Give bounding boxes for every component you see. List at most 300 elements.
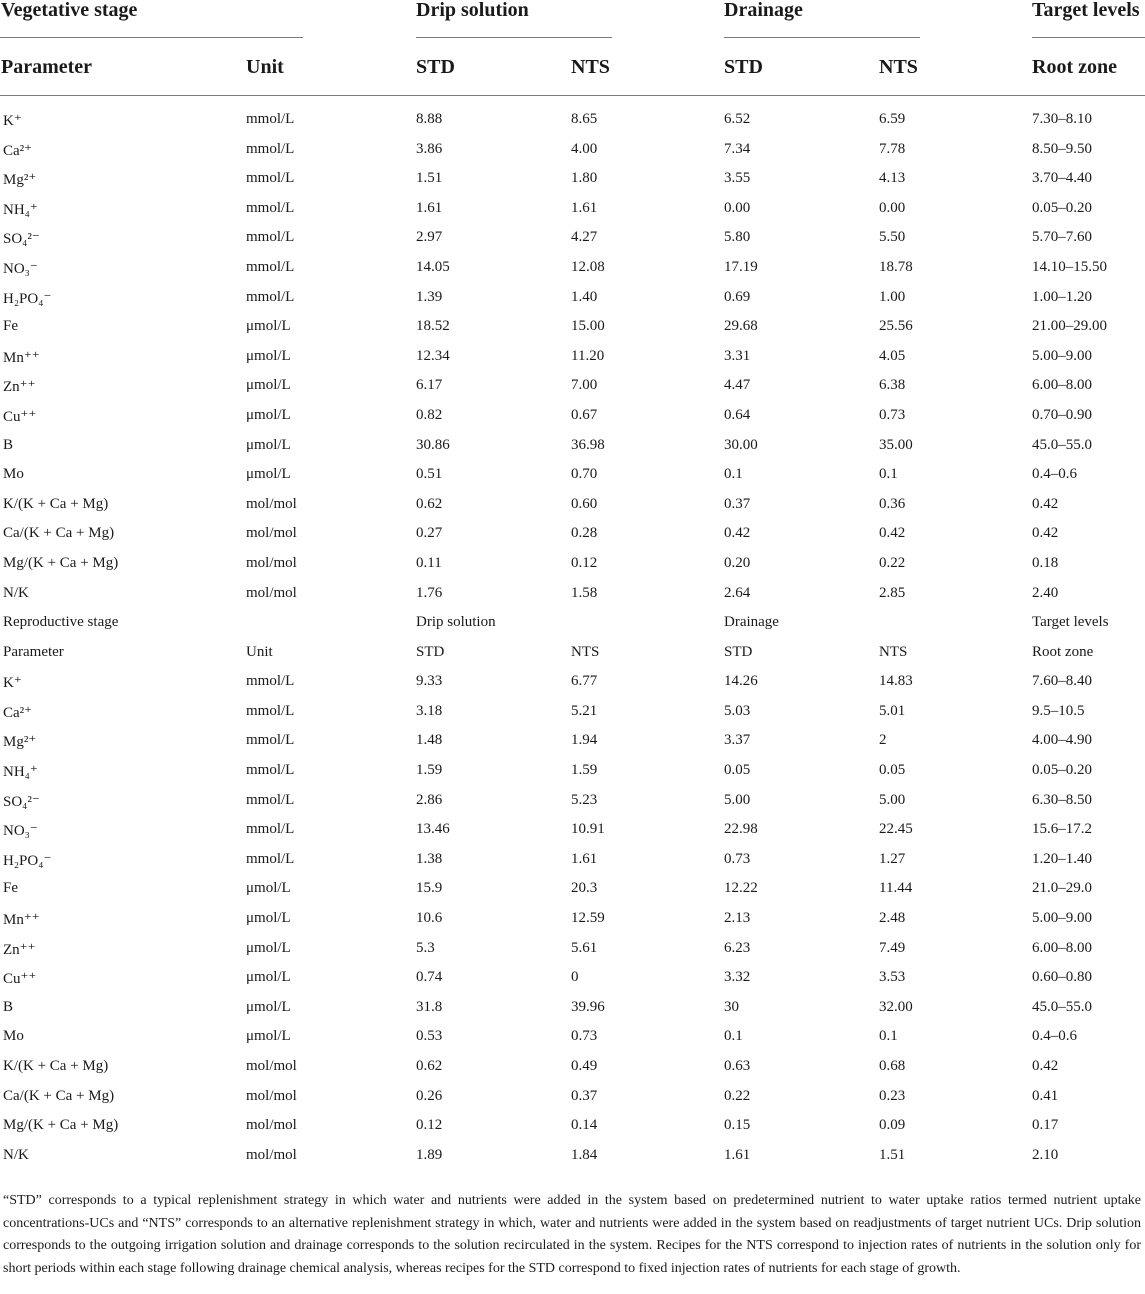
cell-drip-nts: 4.27 [571, 229, 598, 246]
cell-drainage-std: 12.22 [724, 880, 758, 897]
cell-drainage-std: 3.37 [724, 732, 751, 749]
cell-parameter: NH₄⁺ [3, 201, 38, 218]
cell-drip-std: 30.86 [416, 436, 450, 453]
cell-root-zone: 0.17 [1032, 1117, 1059, 1134]
cell-unit: μmol/L [246, 406, 291, 423]
cell-drainage-std: 6.52 [724, 111, 751, 127]
cell-drip-std: 0.12 [416, 1117, 443, 1134]
header-drip-std: STD [416, 56, 455, 78]
cell-parameter: NO₃⁻ [3, 823, 38, 840]
cell-unit: mmol/L [246, 170, 295, 187]
cell-drainage-std: 3.32 [724, 969, 751, 986]
cell-drainage-nts: 0.05 [879, 762, 906, 779]
cell-root-zone: 6.30–8.50 [1032, 791, 1092, 808]
cell-drip-std: 12.34 [416, 347, 450, 364]
cell-root-zone: 0.70–0.90 [1032, 406, 1092, 423]
cell-root-zone: 6.00–8.00 [1032, 377, 1092, 394]
cell-drip-std: Drip solution [416, 614, 496, 631]
cell-drip-std: 1.59 [416, 762, 443, 779]
cell-drip-nts: 12.08 [571, 258, 605, 275]
cell-root-zone: 45.0–55.0 [1032, 998, 1092, 1015]
table-row [0, 1022, 1145, 1052]
cell-drainage-nts: 0.1 [879, 466, 898, 483]
cell-unit: μmol/L [246, 347, 291, 364]
table-row [0, 638, 1145, 668]
header-stage: Vegetative stage [1, 0, 138, 21]
cell-parameter: NH₄⁺ [3, 764, 38, 781]
drip-underline [416, 37, 612, 38]
cell-drip-nts: 1.61 [571, 199, 598, 216]
cell-parameter: Fe [3, 880, 18, 897]
cell-unit: mmol/L [246, 791, 295, 808]
cell-drip-std: 9.33 [416, 673, 443, 690]
cell-drip-std: 1.89 [416, 1146, 443, 1163]
cell-drainage-std: 1.61 [724, 1146, 751, 1163]
cell-parameter: Ca²⁺ [3, 142, 33, 159]
table-row [0, 342, 1145, 372]
table-row [0, 283, 1145, 313]
cell-parameter: Ca/(K + Ca + Mg) [3, 1087, 115, 1104]
table-row [0, 312, 1145, 342]
cell-drainage-nts: 0.42 [879, 525, 906, 542]
cell-parameter: Mg/(K + Ca + Mg) [3, 554, 119, 571]
cell-unit: mol/mol [246, 1117, 297, 1134]
header-drip-nts: NTS [571, 56, 610, 78]
cell-drainage-nts: 5.50 [879, 229, 906, 246]
cell-drip-std: 0.27 [416, 525, 443, 542]
cell-drip-std: 14.05 [416, 258, 450, 275]
cell-root-zone: 2.10 [1032, 1146, 1059, 1163]
table-row [0, 756, 1145, 786]
cell-drip-std: 0.74 [416, 969, 443, 986]
header-target-levels: Target levels [1032, 0, 1140, 21]
table-row [0, 845, 1145, 875]
cell-drainage-nts: 22.45 [879, 821, 913, 838]
cell-unit: mmol/L [246, 821, 295, 838]
table-row [0, 579, 1145, 609]
table-row [0, 401, 1145, 431]
cell-unit: mmol/L [246, 702, 295, 719]
cell-drip-nts: 1.80 [571, 170, 598, 187]
cell-parameter: Mo [3, 1028, 24, 1045]
cell-unit: mmol/L [246, 111, 295, 127]
cell-root-zone: 0.60–0.80 [1032, 969, 1092, 986]
cell-drainage-std: 4.47 [724, 377, 751, 394]
cell-drip-std: 31.8 [416, 998, 443, 1015]
cell-parameter: NO₃⁻ [3, 260, 38, 277]
cell-drainage-std: 0.63 [724, 1058, 751, 1074]
cell-root-zone: 1.00–1.20 [1032, 288, 1092, 305]
stage-underline [0, 37, 303, 38]
cell-drainage-std: 0.69 [724, 288, 751, 305]
cell-drainage-std: 0.64 [724, 406, 751, 423]
cell-unit: μmol/L [246, 318, 291, 335]
table-row [0, 786, 1145, 816]
cell-drainage-nts: 4.13 [879, 170, 906, 187]
cell-drainage-nts: 6.38 [879, 377, 906, 394]
header-parameter: Parameter [1, 56, 93, 78]
table-row [0, 815, 1145, 845]
cell-drainage-nts: 18.78 [879, 258, 913, 275]
cell-drainage-nts: 2.85 [879, 584, 906, 601]
cell-drip-std: 2.86 [416, 791, 443, 808]
cell-parameter: Mo [3, 466, 24, 483]
cell-drainage-std: 29.68 [724, 318, 758, 335]
table-row [0, 490, 1145, 520]
cell-drainage-std: 0.73 [724, 850, 751, 867]
cell-parameter: Mn⁺⁺ [3, 912, 40, 929]
table-row [0, 1052, 1145, 1082]
cell-drainage-std: 3.55 [724, 170, 751, 187]
cell-drip-nts: 4.00 [571, 140, 598, 157]
cell-drainage-nts: 0.36 [879, 495, 906, 512]
cell-parameter: B [3, 998, 14, 1015]
cell-drip-std: 8.88 [416, 111, 443, 127]
cell-drip-std: 3.86 [416, 140, 443, 157]
table-row [0, 963, 1145, 993]
cell-parameter: SO₄²⁻ [3, 231, 40, 248]
cell-drip-nts: 5.23 [571, 791, 598, 808]
drainage-underline [724, 37, 920, 38]
cell-drainage-nts: 11.44 [879, 880, 913, 897]
cell-drainage-std: 2.13 [724, 910, 751, 927]
cell-drainage-nts: 35.00 [879, 436, 913, 453]
cell-drainage-nts: 0.23 [879, 1087, 906, 1104]
header-unit: Unit [246, 56, 284, 78]
cell-parameter: Ca/(K + Ca + Mg) [3, 525, 115, 542]
cell-unit: μmol/L [246, 377, 291, 394]
cell-root-zone: 8.50–9.50 [1032, 140, 1092, 157]
cell-parameter: Zn⁺⁺ [3, 941, 36, 958]
cell-drip-nts: 6.77 [571, 673, 598, 690]
cell-drainage-nts: 0.09 [879, 1117, 906, 1134]
cell-drip-std: 10.6 [416, 910, 443, 927]
cell-drip-nts: 39.96 [571, 998, 605, 1015]
cell-parameter: Mg²⁺ [3, 172, 37, 189]
cell-root-zone: 0.05–0.20 [1032, 762, 1092, 779]
cell-unit: μmol/L [246, 939, 291, 956]
table-row [0, 460, 1145, 490]
cell-root-zone: 45.0–55.0 [1032, 436, 1092, 453]
table-row [0, 549, 1145, 579]
cell-root-zone: 0.4–0.6 [1032, 466, 1077, 483]
cell-drainage-nts: 32.00 [879, 998, 913, 1015]
cell-drip-nts: 0.37 [571, 1087, 598, 1104]
cell-drainage-std: 22.98 [724, 821, 758, 838]
cell-drainage-nts: 0.00 [879, 199, 906, 216]
cell-drainage-std: 7.34 [724, 140, 751, 157]
cell-parameter: Ca²⁺ [3, 704, 33, 721]
cell-drainage-nts: 5.01 [879, 702, 906, 719]
header-bottom-rule [0, 95, 1145, 96]
cell-unit: Unit [246, 643, 273, 660]
cell-drip-nts: 1.61 [571, 850, 598, 867]
table-row [0, 608, 1145, 638]
cell-drainage-std: Drainage [724, 614, 779, 631]
cell-unit: mmol/L [246, 673, 295, 690]
cell-root-zone: 0.18 [1032, 554, 1059, 571]
cell-drainage-std: 0.1 [724, 466, 743, 483]
table-row [0, 194, 1145, 224]
cell-unit: μmol/L [246, 1028, 291, 1045]
cell-root-zone: 21.00–29.00 [1032, 318, 1107, 335]
cell-drip-std: 15.9 [416, 880, 443, 897]
table-row [0, 223, 1145, 253]
cell-drainage-std: 14.26 [724, 673, 758, 690]
cell-root-zone: 5.70–7.60 [1032, 229, 1092, 246]
table-row [0, 371, 1145, 401]
cell-drip-nts: 0.60 [571, 495, 598, 512]
cell-unit: μmol/L [246, 998, 291, 1015]
table-header [0, 0, 1145, 96]
table-row [0, 904, 1145, 934]
cell-root-zone: 5.00–9.00 [1032, 347, 1092, 364]
cell-unit: mmol/L [246, 288, 295, 305]
cell-drainage-nts: 0.1 [879, 1028, 898, 1045]
cell-drip-nts: 0.28 [571, 525, 598, 542]
cell-parameter: K⁺ [3, 675, 22, 692]
cell-drainage-nts: 7.49 [879, 939, 906, 956]
cell-unit: mol/mol [246, 1146, 297, 1163]
cell-drainage-nts: 6.59 [879, 111, 906, 127]
table-row [0, 1141, 1145, 1171]
cell-parameter: B [3, 436, 14, 453]
cell-unit: mol/mol [246, 1087, 297, 1104]
target-underline [1032, 37, 1145, 38]
cell-root-zone: 9.5–10.5 [1032, 702, 1085, 719]
cell-drainage-std: 3.31 [724, 347, 751, 364]
table-row [0, 135, 1145, 165]
cell-unit: mol/mol [246, 1058, 297, 1074]
cell-parameter: N/K [3, 1146, 29, 1163]
cell-parameter: H₂PO₄⁻ [3, 852, 52, 869]
cell-drainage-nts: 0.73 [879, 406, 906, 423]
table-row [0, 253, 1145, 283]
cell-parameter: SO₄²⁻ [3, 793, 40, 810]
cell-drip-nts: 5.21 [571, 702, 598, 719]
cell-unit: μmol/L [246, 436, 291, 453]
cell-parameter: Mn⁺⁺ [3, 349, 40, 366]
table-row [0, 726, 1145, 756]
cell-root-zone: 4.00–4.90 [1032, 732, 1092, 749]
cell-drip-std: 0.62 [416, 1058, 443, 1074]
table-row [0, 164, 1145, 194]
cell-parameter: H₂PO₄⁻ [3, 290, 52, 307]
cell-unit: mmol/L [246, 140, 295, 157]
cell-drip-nts: 36.98 [571, 436, 605, 453]
cell-drainage-std: 5.03 [724, 702, 751, 719]
cell-drainage-std: 0.20 [724, 554, 751, 571]
cell-unit: μmol/L [246, 880, 291, 897]
table-row [0, 874, 1145, 904]
cell-unit: mol/mol [246, 554, 297, 571]
cell-drip-nts: 1.58 [571, 584, 598, 601]
cell-parameter: K/(K + Ca + Mg) [3, 1058, 109, 1074]
cell-drainage-std: 0.05 [724, 762, 751, 779]
cell-drainage-nts: 0.22 [879, 554, 906, 571]
cell-unit: mmol/L [246, 229, 295, 246]
cell-drip-std: 5.3 [416, 939, 435, 956]
header-drainage: Drainage [724, 0, 803, 21]
cell-drip-std: 0.62 [416, 495, 443, 512]
cell-parameter: Zn⁺⁺ [3, 379, 36, 396]
cell-drip-std: 6.17 [416, 377, 443, 394]
cell-drip-std: 0.51 [416, 466, 443, 483]
table-row [0, 667, 1145, 697]
cell-root-zone: 5.00–9.00 [1032, 910, 1092, 927]
cell-drainage-nts: 14.83 [879, 673, 913, 690]
table-row [0, 934, 1145, 964]
cell-root-zone: 2.40 [1032, 584, 1059, 601]
table-row [0, 993, 1145, 1023]
cell-drip-std: STD [416, 643, 445, 660]
cell-drip-nts: 15.00 [571, 318, 605, 335]
cell-drip-std: 1.51 [416, 170, 443, 187]
cell-drip-std: 18.52 [416, 318, 450, 335]
cell-parameter: Reproductive stage [3, 614, 119, 631]
cell-drainage-nts: 0.68 [879, 1058, 906, 1074]
cell-drip-nts: 7.00 [571, 377, 598, 394]
table-body [0, 105, 1145, 1170]
cell-drainage-std: 0.22 [724, 1087, 751, 1104]
cell-drainage-std: 0.1 [724, 1028, 743, 1045]
cell-drainage-nts: 1.51 [879, 1146, 906, 1163]
cell-drip-nts: 0.67 [571, 406, 598, 423]
cell-drainage-std: 0.00 [724, 199, 751, 216]
cell-drip-std: 13.46 [416, 821, 450, 838]
table-row [0, 697, 1145, 727]
header-drainage-nts: NTS [879, 56, 918, 78]
cell-drip-nts: 0.49 [571, 1058, 598, 1074]
cell-drainage-nts: 1.00 [879, 288, 906, 305]
cell-drip-nts: 0 [571, 969, 579, 986]
cell-drainage-std: 5.00 [724, 791, 751, 808]
cell-drainage-nts: 5.00 [879, 791, 906, 808]
cell-drip-nts: 5.61 [571, 939, 598, 956]
header-drainage-std: STD [724, 56, 763, 78]
table-row [0, 431, 1145, 461]
table-row [0, 1082, 1145, 1112]
cell-unit: mol/mol [246, 495, 297, 512]
cell-parameter: N/K [3, 584, 29, 601]
cell-root-zone: 1.20–1.40 [1032, 850, 1092, 867]
cell-parameter: Parameter [3, 643, 64, 660]
cell-parameter: Mg²⁺ [3, 734, 37, 751]
cell-drainage-std: STD [724, 643, 753, 660]
cell-drip-nts: NTS [571, 643, 600, 660]
cell-root-zone: 7.30–8.10 [1032, 111, 1092, 127]
cell-drip-nts: 1.84 [571, 1146, 598, 1163]
cell-drip-std: 1.61 [416, 199, 443, 216]
cell-root-zone: 3.70–4.40 [1032, 170, 1092, 187]
cell-drainage-nts: 7.78 [879, 140, 906, 157]
cell-drainage-std: 2.64 [724, 584, 751, 601]
cell-drainage-nts: 3.53 [879, 969, 906, 986]
cell-parameter: Cu⁺⁺ [3, 408, 37, 425]
cell-parameter: Fe [3, 318, 18, 335]
cell-root-zone: 15.6–17.2 [1032, 821, 1092, 838]
table-row [0, 519, 1145, 549]
cell-unit: mol/mol [246, 584, 297, 601]
cell-unit: mmol/L [246, 732, 295, 749]
cell-drip-nts: 1.59 [571, 762, 598, 779]
cell-drainage-std: 5.80 [724, 229, 751, 246]
cell-drainage-nts: 2.48 [879, 910, 906, 927]
cell-unit: mmol/L [246, 850, 295, 867]
cell-unit: mmol/L [246, 199, 295, 216]
cell-drainage-nts: 25.56 [879, 318, 913, 335]
cell-drip-nts: 10.91 [571, 821, 605, 838]
cell-parameter: Mg/(K + Ca + Mg) [3, 1117, 119, 1134]
cell-drip-std: 3.18 [416, 702, 443, 719]
cell-root-zone: 14.10–15.50 [1032, 258, 1107, 275]
cell-parameter: K⁺ [3, 113, 22, 129]
cell-root-zone: 7.60–8.40 [1032, 673, 1092, 690]
header-drip-solution: Drip solution [416, 0, 529, 21]
cell-drip-nts: 1.94 [571, 732, 598, 749]
cell-drainage-std: 0.15 [724, 1117, 751, 1134]
cell-unit: μmol/L [246, 969, 291, 986]
cell-drainage-std: 17.19 [724, 258, 758, 275]
cell-drip-std: 0.26 [416, 1087, 443, 1104]
cell-drainage-nts: NTS [879, 643, 908, 660]
cell-drip-nts: 12.59 [571, 910, 605, 927]
cell-root-zone: 0.4–0.6 [1032, 1028, 1077, 1045]
cell-root-zone: 0.05–0.20 [1032, 199, 1092, 216]
cell-drip-nts: 1.40 [571, 288, 598, 305]
cell-drip-std: 1.39 [416, 288, 443, 305]
cell-drainage-std: 6.23 [724, 939, 751, 956]
cell-unit: μmol/L [246, 466, 291, 483]
cell-unit: μmol/L [246, 910, 291, 927]
cell-unit: mmol/L [246, 762, 295, 779]
cell-drainage-nts: 2 [879, 732, 887, 749]
cell-drip-nts: 0.70 [571, 466, 598, 483]
cell-root-zone: Root zone [1032, 643, 1094, 660]
cell-drainage-std: 30 [724, 998, 739, 1015]
cell-drip-nts: 8.65 [571, 111, 598, 127]
cell-drip-std: 1.48 [416, 732, 443, 749]
cell-root-zone: 21.0–29.0 [1032, 880, 1092, 897]
cell-drip-nts: 0.12 [571, 554, 598, 571]
table-row [0, 105, 1145, 135]
cell-parameter: K/(K + Ca + Mg) [3, 495, 109, 512]
table-row [0, 1111, 1145, 1141]
cell-drip-nts: 0.73 [571, 1028, 598, 1045]
cell-root-zone: Target levels [1032, 614, 1109, 631]
cell-drip-nts: 20.3 [571, 880, 598, 897]
table-footnote: “STD” corresponds to a typical replenishment strategy in which water and nutrients were added in the system based on predetermined nutrient to water uptake ratios termed nutrient uptake concentrations-UCs and “NTS” corresponds to an alternative replenishment strategy in which, water and nutrients were added in the system based on readjustments of target nutrient UCs. Drip solution corresponds to the outgoing irrigation solution and drainage corresponds to the solution recirculated in the system. Recipes for the NTS correspond to injection rates of nutrients in the solution only for short periods within each stage following drainage chemical analysis, whereas recipes for the STD correspond to fixed injection rates of nutrients for each stage of growth. [3, 1193, 1141, 1276]
cell-root-zone: 0.41 [1032, 1087, 1059, 1104]
cell-drip-std: 2.97 [416, 229, 443, 246]
cell-drip-nts: 11.20 [571, 347, 605, 364]
cell-drip-std: 0.82 [416, 406, 443, 423]
cell-root-zone: 0.42 [1032, 525, 1059, 542]
cell-drip-std: 0.11 [416, 554, 442, 571]
header-root-zone: Root zone [1032, 56, 1117, 78]
cell-drainage-std: 0.37 [724, 495, 751, 512]
cell-unit: mol/mol [246, 525, 297, 542]
cell-parameter: Cu⁺⁺ [3, 971, 37, 988]
cell-drip-std: 0.53 [416, 1028, 443, 1045]
cell-drainage-nts: 1.27 [879, 850, 906, 867]
cell-unit: mmol/L [246, 258, 295, 275]
cell-root-zone: 0.42 [1032, 495, 1059, 512]
cell-drip-nts: 0.14 [571, 1117, 598, 1134]
cell-drainage-nts: 4.05 [879, 347, 906, 364]
cell-drip-std: 1.76 [416, 584, 443, 601]
cell-root-zone: 0.42 [1032, 1058, 1059, 1074]
